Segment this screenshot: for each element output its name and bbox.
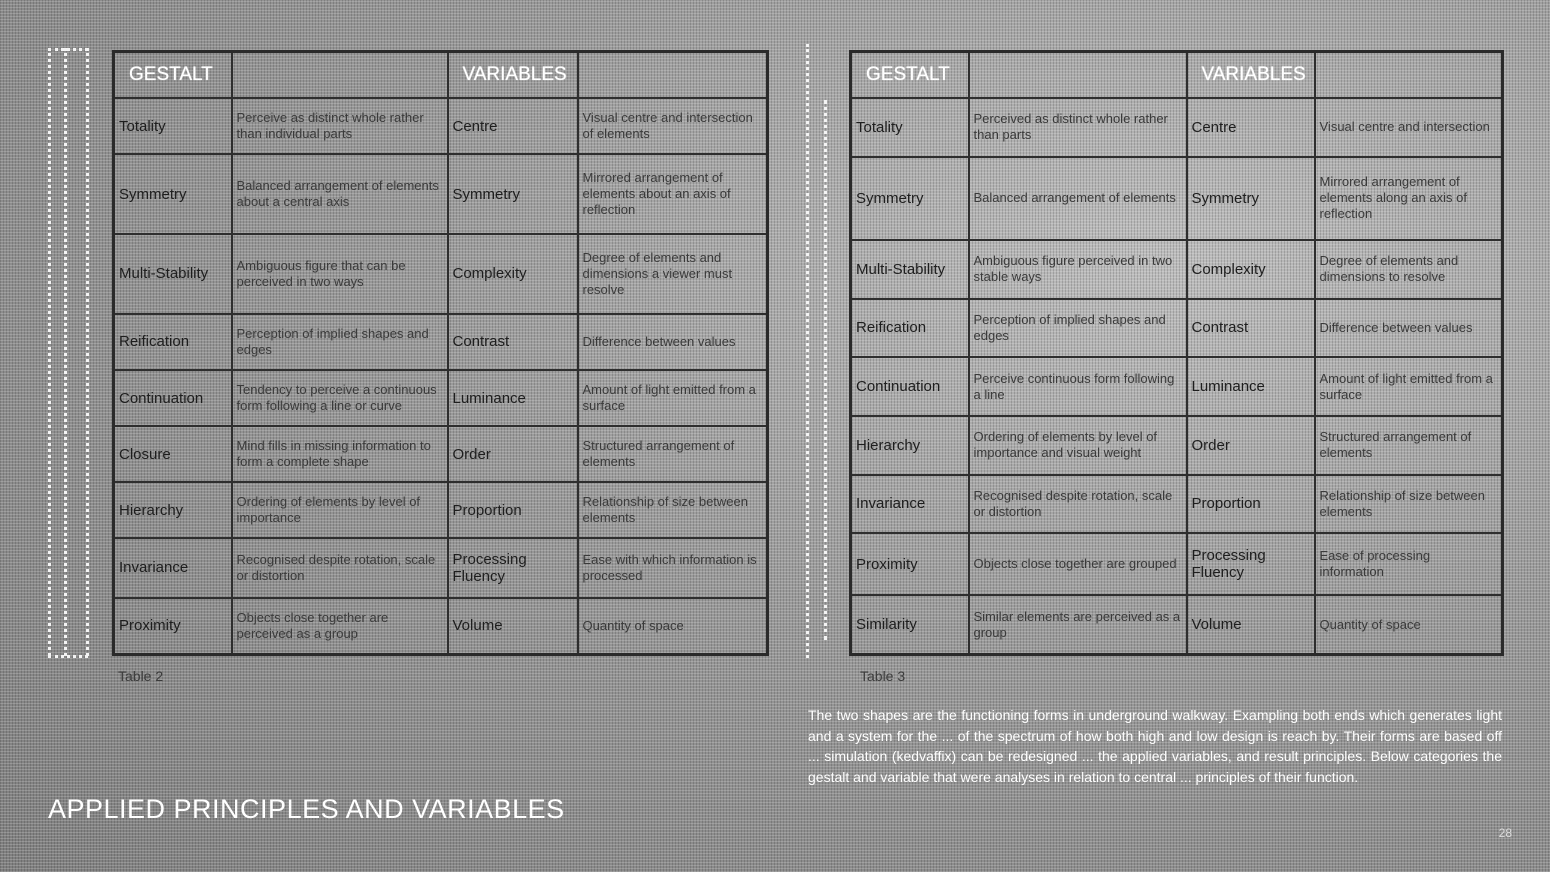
variable-cell: Complexity (448, 234, 578, 314)
gestalt-cell: Closure (114, 426, 232, 482)
table-row (851, 157, 1503, 240)
variable-desc-cell: Mirrored arrangement of elements along an axis of reflection (1315, 157, 1503, 240)
table-row (114, 234, 768, 314)
left-dotted-border-inner (64, 48, 67, 656)
table-row (114, 98, 768, 154)
table-row (114, 598, 768, 655)
gestalt-desc-cell: Perception of implied shapes and edges (232, 314, 448, 370)
left-dotted-border-outer (48, 48, 51, 656)
variable-cell: Luminance (448, 370, 578, 426)
gestalt-desc-cell: Perceive continuous form following a line (969, 357, 1187, 416)
header-gestalt: GESTALT (114, 52, 232, 99)
header-variables: VARIABLES (1187, 52, 1315, 99)
variable-cell: Centre (1187, 98, 1315, 157)
table-row (851, 475, 1503, 534)
left-dotted-border-right (86, 48, 89, 656)
variable-desc-cell: Degree of elements and dimensions to resolve (1315, 240, 1503, 299)
variable-cell: Complexity (1187, 240, 1315, 299)
variable-cell: Processing Fluency (448, 538, 578, 597)
table-row (114, 154, 768, 234)
gestalt-desc-cell: Perception of implied shapes and edges (969, 299, 1187, 358)
table-row (851, 240, 1503, 299)
variable-desc-cell: Relationship of size between elements (578, 482, 768, 538)
table-caption-left: Table 2 (118, 668, 164, 684)
variable-desc-cell: Amount of light emitted from a surface (1315, 357, 1503, 416)
table-header-row (114, 52, 768, 99)
variable-cell: Contrast (448, 314, 578, 370)
gestalt-table-left (112, 50, 769, 656)
left-dotted-bottom (48, 655, 88, 658)
gestalt-cell: Proximity (851, 533, 969, 595)
gestalt-desc-cell: Perceive as distinct whole rather than individual parts (232, 98, 448, 154)
gestalt-cell: Invariance (114, 538, 232, 597)
gestalt-cell: Continuation (851, 357, 969, 416)
gestalt-desc-cell: Similar elements are perceived as a group (969, 595, 1187, 654)
variable-cell: Order (1187, 416, 1315, 475)
gestalt-desc-cell: Ambiguous figure perceived in two stable ways (969, 240, 1187, 299)
gestalt-desc-cell: Objects close together are perceived as a group (232, 598, 448, 655)
gestalt-cell: Similarity (851, 595, 969, 654)
gestalt-cell: Multi-Stability (114, 234, 232, 314)
gestalt-desc-cell: Perceived as distinct whole rather than parts (969, 98, 1187, 157)
gestalt-cell: Symmetry (114, 154, 232, 234)
page-title: APPLIED PRINCIPLES AND VARIABLES (48, 794, 565, 824)
header-gestalt-desc (969, 52, 1187, 99)
variable-cell: Processing Fluency (1187, 533, 1315, 595)
middle-dotted-border-a (806, 44, 809, 658)
left-dotted-top (48, 48, 88, 51)
table-row (114, 482, 768, 538)
gestalt-desc-cell: Ambiguous figure that can be perceived in two ways (232, 234, 448, 314)
variable-cell: Order (448, 426, 578, 482)
variable-cell: Centre (448, 98, 578, 154)
gestalt-desc-cell: Recognised despite rotation, scale or distortion (232, 538, 448, 597)
variable-desc-cell: Mirrored arrangement of elements about an axis of reflection (578, 154, 768, 234)
gestalt-table-right (849, 50, 1504, 656)
page-number: 28 (1498, 826, 1512, 840)
variable-desc-cell: Visual centre and intersection of elements (578, 98, 768, 154)
variable-desc-cell: Quantity of space (1315, 595, 1503, 654)
gestalt-cell: Proximity (114, 598, 232, 655)
variable-desc-cell: Difference between values (1315, 299, 1503, 358)
variable-desc-cell: Difference between values (578, 314, 768, 370)
variable-desc-cell: Ease of processing information (1315, 533, 1503, 595)
table-row (851, 595, 1503, 654)
gestalt-cell: Hierarchy (851, 416, 969, 475)
variable-cell: Proportion (1187, 475, 1315, 534)
table-caption-right: Table 3 (860, 668, 906, 684)
table-header-row (851, 52, 1503, 99)
gestalt-cell: Reification (114, 314, 232, 370)
table-row (851, 357, 1503, 416)
variable-desc-cell: Quantity of space (578, 598, 768, 655)
gestalt-cell: Reification (851, 299, 969, 358)
variable-cell: Symmetry (1187, 157, 1315, 240)
variable-desc-cell: Structured arrangement of elements (578, 426, 768, 482)
variable-cell: Contrast (1187, 299, 1315, 358)
table-row (114, 314, 768, 370)
variable-cell: Luminance (1187, 357, 1315, 416)
gestalt-desc-cell: Recognised despite rotation, scale or distortion (969, 475, 1187, 534)
header-gestalt: GESTALT (851, 52, 969, 99)
gestalt-cell: Totality (851, 98, 969, 157)
gestalt-cell: Multi-Stability (851, 240, 969, 299)
gestalt-cell: Continuation (114, 370, 232, 426)
table-row (851, 416, 1503, 475)
variable-desc-cell: Structured arrangement of elements (1315, 416, 1503, 475)
table-row (851, 299, 1503, 358)
gestalt-desc-cell: Ordering of elements by level of importance (232, 482, 448, 538)
header-variables-desc (1315, 52, 1503, 99)
table-row (114, 538, 768, 597)
variable-desc-cell: Degree of elements and dimensions a viewer must resolve (578, 234, 768, 314)
header-variables-desc (578, 52, 768, 99)
table-row (851, 98, 1503, 157)
gestalt-desc-cell: Ordering of elements by level of importance and visual weight (969, 416, 1187, 475)
variable-cell: Volume (448, 598, 578, 655)
table-row (114, 426, 768, 482)
variable-cell: Symmetry (448, 154, 578, 234)
table-row (114, 370, 768, 426)
table-row (851, 533, 1503, 595)
gestalt-desc-cell: Tendency to perceive a continuous form following a line or curve (232, 370, 448, 426)
body-paragraph: The two shapes are the functioning forms in underground walkway. Exampling both ends which generates light and a system for the ... of the spectrum of how both high and low design is reach by. Their forms are based off ... simulation (kedvaffix) can be redesigned ... the applied variables, and result principles. Below categories the gestalt and variable that were analyses in relation to central ... principles of their function. (808, 707, 1502, 785)
middle-dotted-border-b (824, 100, 827, 640)
gestalt-cell: Symmetry (851, 157, 969, 240)
gestalt-desc-cell: Balanced arrangement of elements about a central axis (232, 154, 448, 234)
variable-cell: Proportion (448, 482, 578, 538)
variable-desc-cell: Ease with which information is processed (578, 538, 768, 597)
variable-desc-cell: Amount of light emitted from a surface (578, 370, 768, 426)
variable-desc-cell: Relationship of size between elements (1315, 475, 1503, 534)
gestalt-desc-cell: Mind fills in missing information to form a complete shape (232, 426, 448, 482)
header-gestalt-desc (232, 52, 448, 99)
gestalt-cell: Hierarchy (114, 482, 232, 538)
gestalt-cell: Totality (114, 98, 232, 154)
gestalt-desc-cell: Objects close together are grouped (969, 533, 1187, 595)
variable-cell: Volume (1187, 595, 1315, 654)
gestalt-cell: Invariance (851, 475, 969, 534)
variable-desc-cell: Visual centre and intersection (1315, 98, 1503, 157)
gestalt-desc-cell: Balanced arrangement of elements (969, 157, 1187, 240)
header-variables: VARIABLES (448, 52, 578, 99)
